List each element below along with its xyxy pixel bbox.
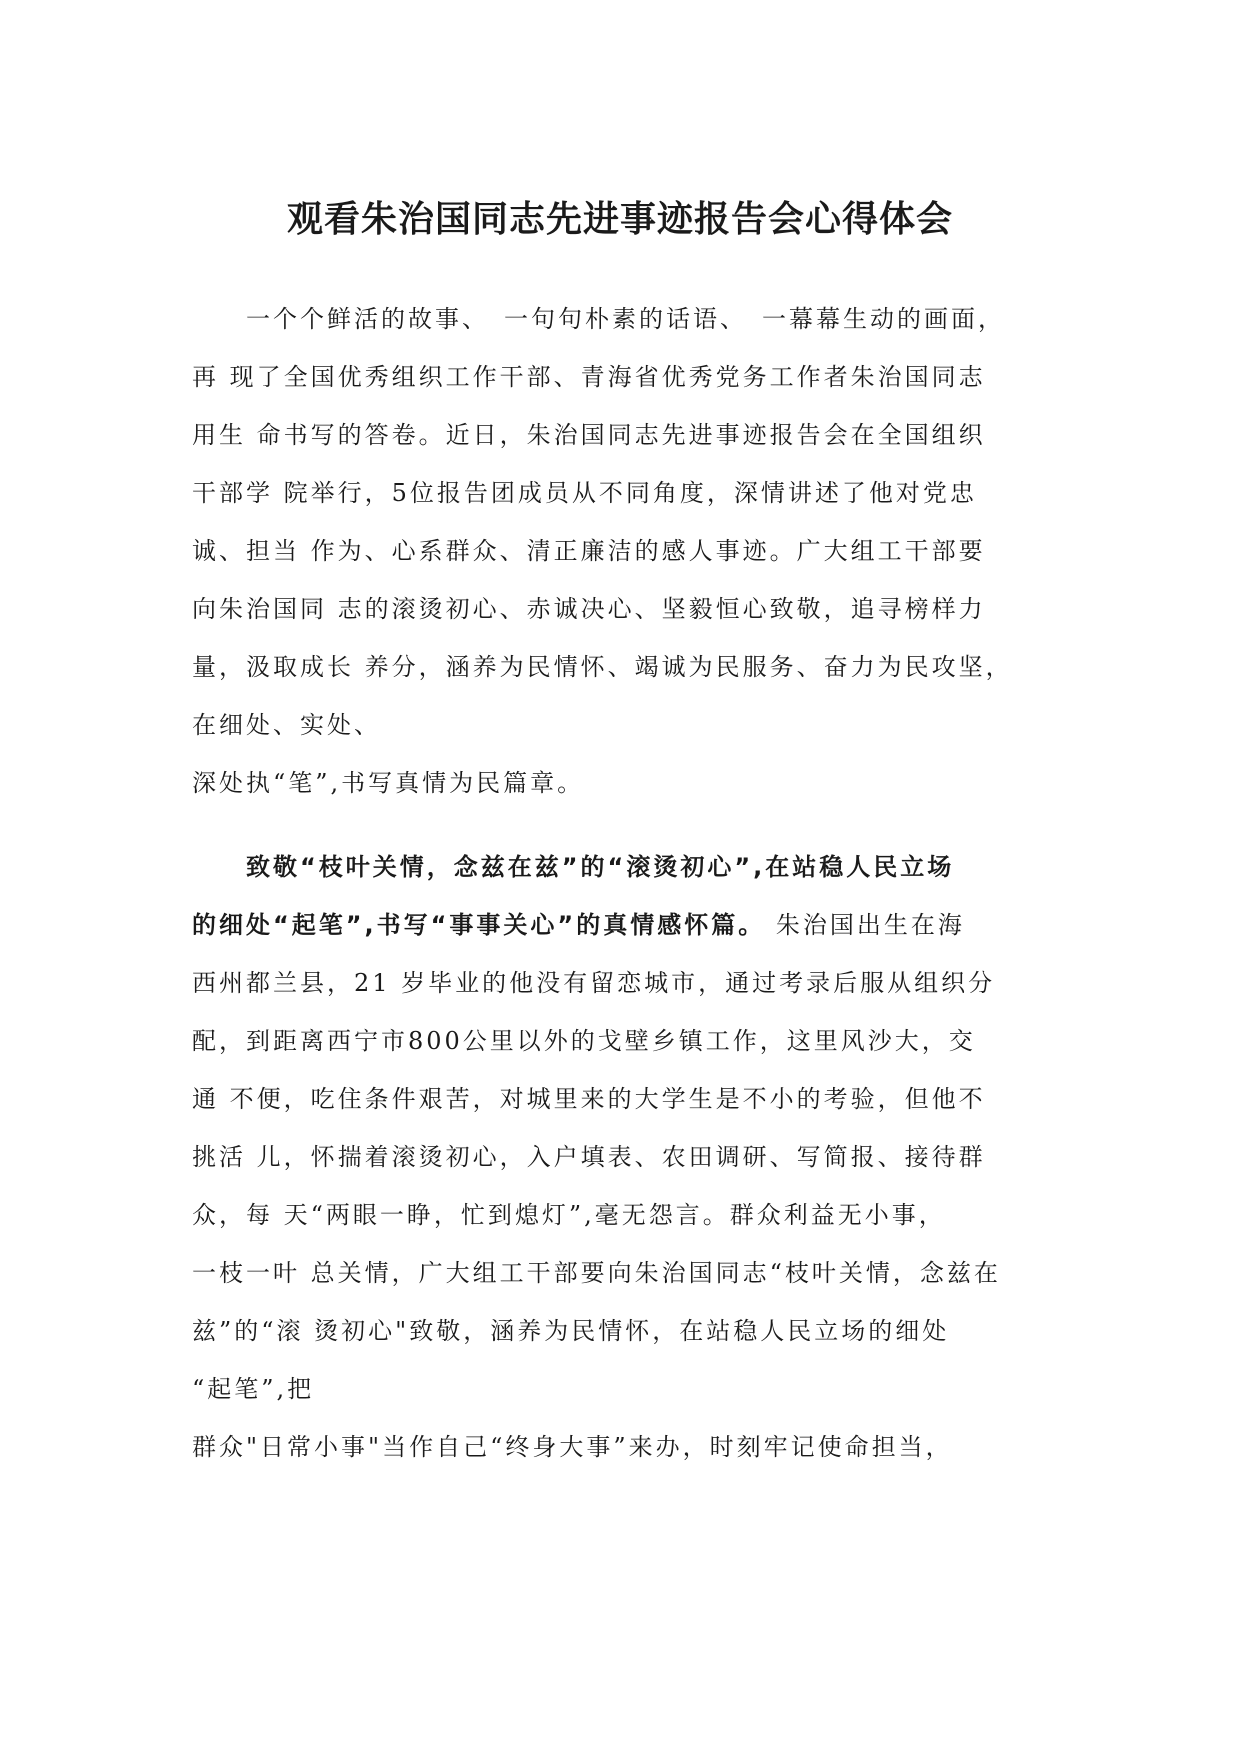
text-line: 量，汲取成长 养分，涵养为民情怀、竭诚为民服务、奋力为民攻坚， <box>192 653 1013 681</box>
paragraph-section-one <box>192 838 1052 1476</box>
text-line: 诚、担当 作为、心系群众、清正廉洁的感人事迹。广大组工干部要 <box>192 537 986 565</box>
text-line: 配，到距离西宁市800公里以外的戈壁乡镇工作，这里风沙大，交 <box>192 1027 976 1055</box>
document-title: 观看朱治国同志先进事迹报告会心得体会 <box>286 199 953 240</box>
text-line: “起笔”,把 <box>192 1375 315 1403</box>
text-line: 一个个鲜活的故事、 一句句朴素的话语、 一幕幕生动的画面， <box>192 305 1005 333</box>
text-line: 干部学 院举行，5位报告团成员从不同角度，深情讲述了他对党忠 <box>192 479 977 507</box>
section-heading-end: 的细处“起笔”,书写“事事关心”的真情感怀篇。 <box>192 911 766 939</box>
text-line: 在细处、实处、 <box>192 711 381 739</box>
section-text-start: 朱治国出生在海 <box>765 911 965 939</box>
text-line: 深处执“笔”,书写真情为民篇章。 <box>192 769 585 797</box>
text-line: 群众"日常小事"当作自己“终身大事”来办，时刻牢记使命担当， <box>192 1433 953 1461</box>
text-line: 一枝一叶 总关情，广大组工干部要向朱治国同志“枝叶关情，念兹在 <box>192 1259 1001 1287</box>
text-line-mixed <box>192 896 1052 954</box>
text-line: 通 不便，吃住条件艰苦，对城里来的大学生是不小的考验，但他不 <box>192 1085 986 1113</box>
text-line: 众，每 天“两眼一睁，忙到熄灯”,毫无怨言。群众利益无小事， <box>192 1201 946 1229</box>
text-line: 西州都兰县，21 岁毕业的他没有留恋城市，通过考录后服从组织分 <box>192 969 996 997</box>
section-heading-line: 致敬“枝叶关情，念兹在兹”的“滚烫初心”,在站稳人民立场 <box>192 853 955 881</box>
text-line: 兹”的“滚 烫初心"致敬，涵养为民情怀，在站稳人民立场的细处 <box>192 1317 950 1345</box>
paragraph-intro <box>192 290 1052 812</box>
text-line: 再 现了全国优秀组织工作干部、青海省优秀党务工作者朱治国同志 <box>192 363 986 391</box>
text-line: 向朱治国同 志的滚烫初心、赤诚决心、坚毅恒心致敬，追寻榜样力 <box>192 595 986 623</box>
text-line: 挑活 儿，怀揣着滚烫初心，入户填表、农田调研、写简报、接待群 <box>192 1143 986 1171</box>
text-line: 用生 命书写的答卷。近日，朱治国同志先进事迹报告会在全国组织 <box>192 421 986 449</box>
